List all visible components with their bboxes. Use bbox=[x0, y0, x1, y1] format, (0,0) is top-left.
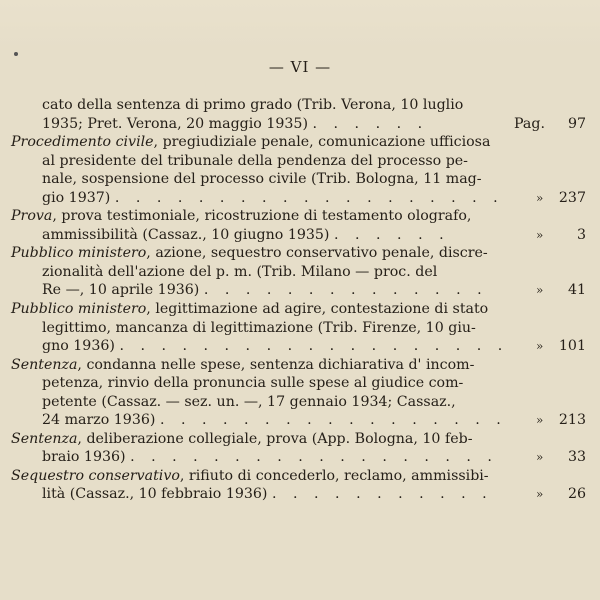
ditto-mark: » bbox=[536, 283, 544, 298]
line-text bbox=[42, 227, 450, 243]
index-line bbox=[11, 189, 589, 208]
entry-text: , azione, sequestro conservativo penale, discre- bbox=[146, 245, 488, 262]
index-line bbox=[11, 393, 589, 412]
page-number: 26 bbox=[567, 486, 586, 503]
page-number: 213 bbox=[558, 412, 586, 429]
entry-text: Re —, 10 aprile 1936) bbox=[42, 282, 200, 299]
line-text bbox=[42, 190, 504, 206]
index-line bbox=[11, 281, 589, 300]
line-text bbox=[42, 375, 463, 391]
ditto-mark: » bbox=[536, 450, 544, 465]
entry-text: legittimo, mancanza di legittimazione (Trib. Firenze, 10 giu- bbox=[42, 319, 476, 336]
entry-text: braio 1936) bbox=[42, 449, 126, 466]
entry-text: , pregiudiziale penale, comunicazione ufficiosa bbox=[153, 134, 491, 151]
page-number: 41 bbox=[567, 282, 586, 299]
page-reference bbox=[514, 485, 589, 504]
index-line bbox=[11, 319, 589, 338]
dot-leader: . . . . . . bbox=[334, 226, 450, 243]
entry-text: gio 1937) bbox=[42, 189, 111, 206]
index-line bbox=[11, 226, 589, 245]
dot-leader: . . . . . . . . . . . . . . . . . . bbox=[130, 449, 498, 466]
index-line bbox=[11, 115, 589, 134]
index-line bbox=[11, 300, 589, 319]
margin-mark bbox=[14, 52, 18, 56]
dot-leader: . . . . . . bbox=[312, 115, 429, 132]
page-reference bbox=[514, 226, 589, 245]
dot-leader: . . . . . . . . . . . . . . . . . . . bbox=[114, 189, 504, 206]
line-text bbox=[11, 357, 474, 373]
line-text bbox=[11, 208, 471, 224]
entry-heading: Pubblico ministero bbox=[11, 245, 147, 262]
page-number: 101 bbox=[558, 338, 586, 355]
line-text bbox=[42, 153, 468, 169]
page-reference bbox=[514, 281, 589, 300]
index-line bbox=[11, 152, 589, 171]
entry-text: gno 1936) bbox=[42, 338, 115, 355]
dot-leader: . . . . . . . . . . . . . . . . . bbox=[159, 412, 507, 429]
line-text bbox=[42, 116, 428, 132]
page-number: 3 bbox=[576, 226, 586, 243]
entry-text: , prova testimoniale, ricostruzione di testamento olografo, bbox=[52, 208, 472, 225]
line-text bbox=[11, 301, 488, 317]
line-text bbox=[42, 394, 456, 410]
line-text bbox=[42, 264, 437, 280]
page-reference bbox=[514, 189, 589, 208]
entry-text: petenza, rinvio della pronuncia sulle spese al giudice com- bbox=[42, 375, 464, 392]
entry-heading: Sentenza bbox=[11, 356, 78, 373]
page-reference bbox=[514, 337, 589, 356]
ditto-mark: » bbox=[536, 413, 544, 428]
entry-text: nale, sospensione del processo civile (Trib. Bologna, 11 mag- bbox=[42, 171, 482, 188]
index-line bbox=[11, 374, 589, 393]
entry-heading: Prova bbox=[11, 208, 53, 225]
index-line bbox=[11, 485, 589, 504]
index-line bbox=[11, 133, 589, 152]
page-number: 237 bbox=[558, 189, 586, 206]
page-reference bbox=[514, 115, 589, 134]
line-text bbox=[11, 134, 490, 150]
line-text bbox=[42, 97, 463, 113]
line-text bbox=[42, 486, 493, 502]
index-line bbox=[11, 244, 589, 263]
ditto-mark: » bbox=[536, 190, 544, 205]
page-number: 97 bbox=[567, 115, 586, 132]
line-text bbox=[42, 171, 482, 187]
ditto-mark: » bbox=[536, 339, 544, 354]
ditto-mark: » bbox=[536, 487, 544, 502]
entry-heading: Pubblico ministero bbox=[11, 301, 147, 318]
page-label: Pag. bbox=[514, 115, 545, 132]
page-reference bbox=[514, 411, 589, 430]
line-text bbox=[42, 320, 476, 336]
entry-heading: Procedimento civile bbox=[11, 134, 154, 151]
line-text bbox=[11, 468, 489, 484]
entry-text: 24 marzo 1936) bbox=[42, 412, 156, 429]
index-line bbox=[11, 170, 589, 189]
index-line bbox=[11, 467, 589, 486]
line-text bbox=[42, 412, 507, 428]
entry-text: 1935; Pret. Verona, 20 maggio 1935) bbox=[42, 115, 308, 132]
index-line bbox=[11, 263, 589, 282]
page-header: — VI — bbox=[268, 58, 332, 76]
dot-leader: . . . . . . . . . . . . . . bbox=[203, 282, 488, 299]
entry-text: , condanna nelle spese, sentenza dichiarativa d' incom- bbox=[77, 356, 475, 373]
index-entries bbox=[11, 96, 589, 504]
entry-heading: Sentenza bbox=[11, 430, 78, 447]
line-text bbox=[42, 338, 508, 354]
ditto-mark: » bbox=[536, 227, 544, 242]
entry-text: lità (Cassaz., 10 febbraio 1936) bbox=[42, 486, 268, 503]
entry-text: , legittimazione ad agire, contestazione di stato bbox=[146, 301, 489, 318]
page-reference bbox=[514, 448, 589, 467]
dot-leader: . . . . . . . . . . . . . . . . . . . bbox=[119, 338, 509, 355]
entry-text: ammissibilità (Cassaz., 10 giugno 1935) bbox=[42, 226, 330, 243]
line-text bbox=[11, 431, 472, 447]
page-number: 33 bbox=[567, 449, 586, 466]
line-text bbox=[11, 245, 488, 261]
index-line bbox=[11, 337, 589, 356]
entry-text: al presidente del tribunale della pendenza del processo pe- bbox=[42, 152, 468, 169]
index-line bbox=[11, 411, 589, 430]
line-text bbox=[42, 449, 498, 465]
entry-text: , rifiuto di concederlo, reclamo, ammissibi- bbox=[179, 467, 489, 484]
index-line bbox=[11, 356, 589, 375]
index-line bbox=[11, 207, 589, 226]
entry-text: petente (Cassaz. — sez. un. —, 17 gennaio 1934; Cassaz., bbox=[42, 393, 456, 410]
page-top-shade bbox=[0, 0, 600, 50]
entry-text: zionalità dell'azione del p. m. (Trib. Milano — proc. del bbox=[42, 263, 438, 280]
dot-leader: . . . . . . . . . . . bbox=[271, 486, 493, 503]
entry-text: , deliberazione collegiale, prova (App. Bologna, 10 feb- bbox=[77, 430, 473, 447]
line-text bbox=[42, 282, 488, 298]
entry-text: cato della sentenza di primo grado (Trib. Verona, 10 luglio bbox=[42, 97, 464, 113]
index-line bbox=[11, 448, 589, 467]
entry-heading: Sequestro conservativo bbox=[11, 467, 180, 484]
index-line bbox=[11, 430, 589, 449]
index-line bbox=[11, 96, 589, 115]
